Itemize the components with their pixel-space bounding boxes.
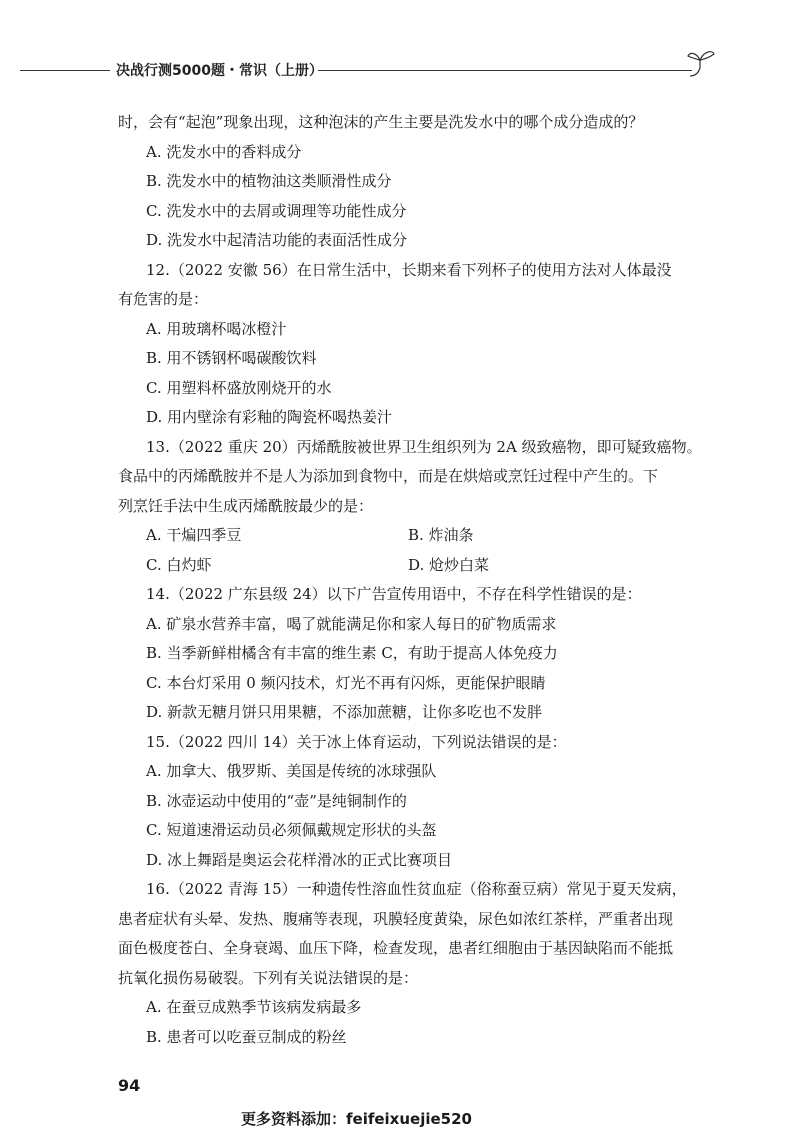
sprout-icon: [684, 46, 718, 80]
q11-option-b: B. 洗发水中的植物油这类顺滑性成分: [146, 172, 392, 190]
q15-option-d: D. 冰上舞蹈是奥运会花样滑冰的正式比赛项目: [146, 850, 453, 869]
q12-stem: 12.（2022 安徽 56）在日常生活中，长期来看下列杯子的使用方法对人体最没: [146, 260, 672, 279]
q15-option-c: C. 短道速滑运动员必须佩戴规定形状的头盔: [146, 821, 437, 839]
q13-option-b: B. 炸油条: [408, 526, 474, 544]
q12-option-b: B. 用不锈钢杯喝碳酸饮料: [146, 349, 317, 367]
q13-options-row-2: [118, 551, 718, 581]
page-number: 94: [118, 1076, 141, 1095]
q15-option-a: A. 加拿大、俄罗斯、美国是传统的冰球强队: [146, 762, 437, 780]
q11-stem-tail: 时，会有“起泡”现象出现，这种泡沫的产生主要是洗发水中的哪个成分造成的？: [118, 113, 644, 131]
q12-stem-cont: 有危害的是：: [118, 290, 209, 308]
q13-option-a: A. 干煸四季豆: [146, 526, 242, 544]
q15-option-b: B. 冰壶运动中使用的“壶”是纯铜制作的: [146, 791, 407, 810]
q13-stem-cont-2: 列烹饪手法中生成丙烯酰胺最少的是：: [118, 496, 374, 515]
q13-option-d: D. 炝炒白菜: [408, 555, 490, 574]
q11-option-d: D. 洗发水中起清洁功能的表面活性成分: [146, 231, 408, 249]
q16-stem: 16.（2022 青海 15）一种遗传性溶血性贫血症（俗称蚕豆病）常见于夏天发病，: [146, 880, 687, 898]
q16-option-b: B. 患者可以吃蚕豆制成的粉丝: [146, 1027, 347, 1046]
footer-note: 更多资料添加：feifeixuejie520: [241, 1110, 472, 1128]
q14-option-d: D. 新款无糖月饼只用果糖，不添加蔗糖，让你多吃也不发胖: [146, 703, 543, 721]
q16-stem-cont-1: 患者症状有头晕、发热、腹痛等表现，巩膜轻度黄染，尿色如浓红茶样，严重者出现: [118, 909, 674, 928]
q11-option-a: A. 洗发水中的香料成分: [146, 142, 302, 161]
page-content: [118, 108, 718, 1052]
q14-stem: 14.（2022 广东县级 24）以下广告宣传用语中，不存在科学性错误的是：: [146, 585, 642, 603]
header-rule-right: [318, 70, 692, 71]
q12-option-a: A. 用玻璃杯喝冰橙汁: [146, 319, 287, 338]
q14-option-a: A. 矿泉水营养丰富，喝了就能满足你和家人每日的矿物质需求: [146, 614, 557, 633]
header-title: 决战行测5000题・常识（上册）: [116, 63, 323, 79]
q12-option-c: C. 用塑料杯盛放刚烧开的水: [146, 378, 332, 397]
q16-option-a: A. 在蚕豆成熟季节该病发病最多: [146, 998, 362, 1016]
q16-stem-cont-2: 面色极度苍白、全身衰竭、血压下降，检查发现，患者红细胞由于基因缺陷而不能抵: [118, 939, 674, 957]
q14-option-c: C. 本台灯采用 0 频闪技术，灯光不再有闪烁，更能保护眼睛: [146, 673, 546, 692]
q13-option-c: C. 白灼虾: [146, 555, 212, 574]
q13-options-row-1: [118, 521, 718, 551]
q16-stem-cont-3: 抗氧化损伤易破裂。下列有关说法错误的是：: [118, 968, 419, 987]
header-rule-left: [20, 70, 110, 71]
q15-stem: 15.（2022 四川 14）关于冰上体育运动，下列说法错误的是：: [146, 732, 567, 751]
q13-stem: 13.（2022 重庆 20）丙烯酰胺被世界卫生组织列为 2A 级致癌物，即可疑致癌物。: [146, 437, 702, 456]
page-header: [0, 58, 800, 82]
q11-option-c: C. 洗发水中的去屑或调理等功能性成分: [146, 201, 407, 220]
q13-stem-cont-1: 食品中的丙烯酰胺并不是人为添加到食物中，而是在烘焙或烹饪过程中产生的。下: [118, 467, 659, 485]
q14-option-b: B. 当季新鲜柑橘含有丰富的维生素 C，有助于提高人体免疫力: [146, 644, 558, 662]
q12-option-d: D. 用内壁涂有彩釉的陶瓷杯喝热姜汁: [146, 408, 393, 426]
